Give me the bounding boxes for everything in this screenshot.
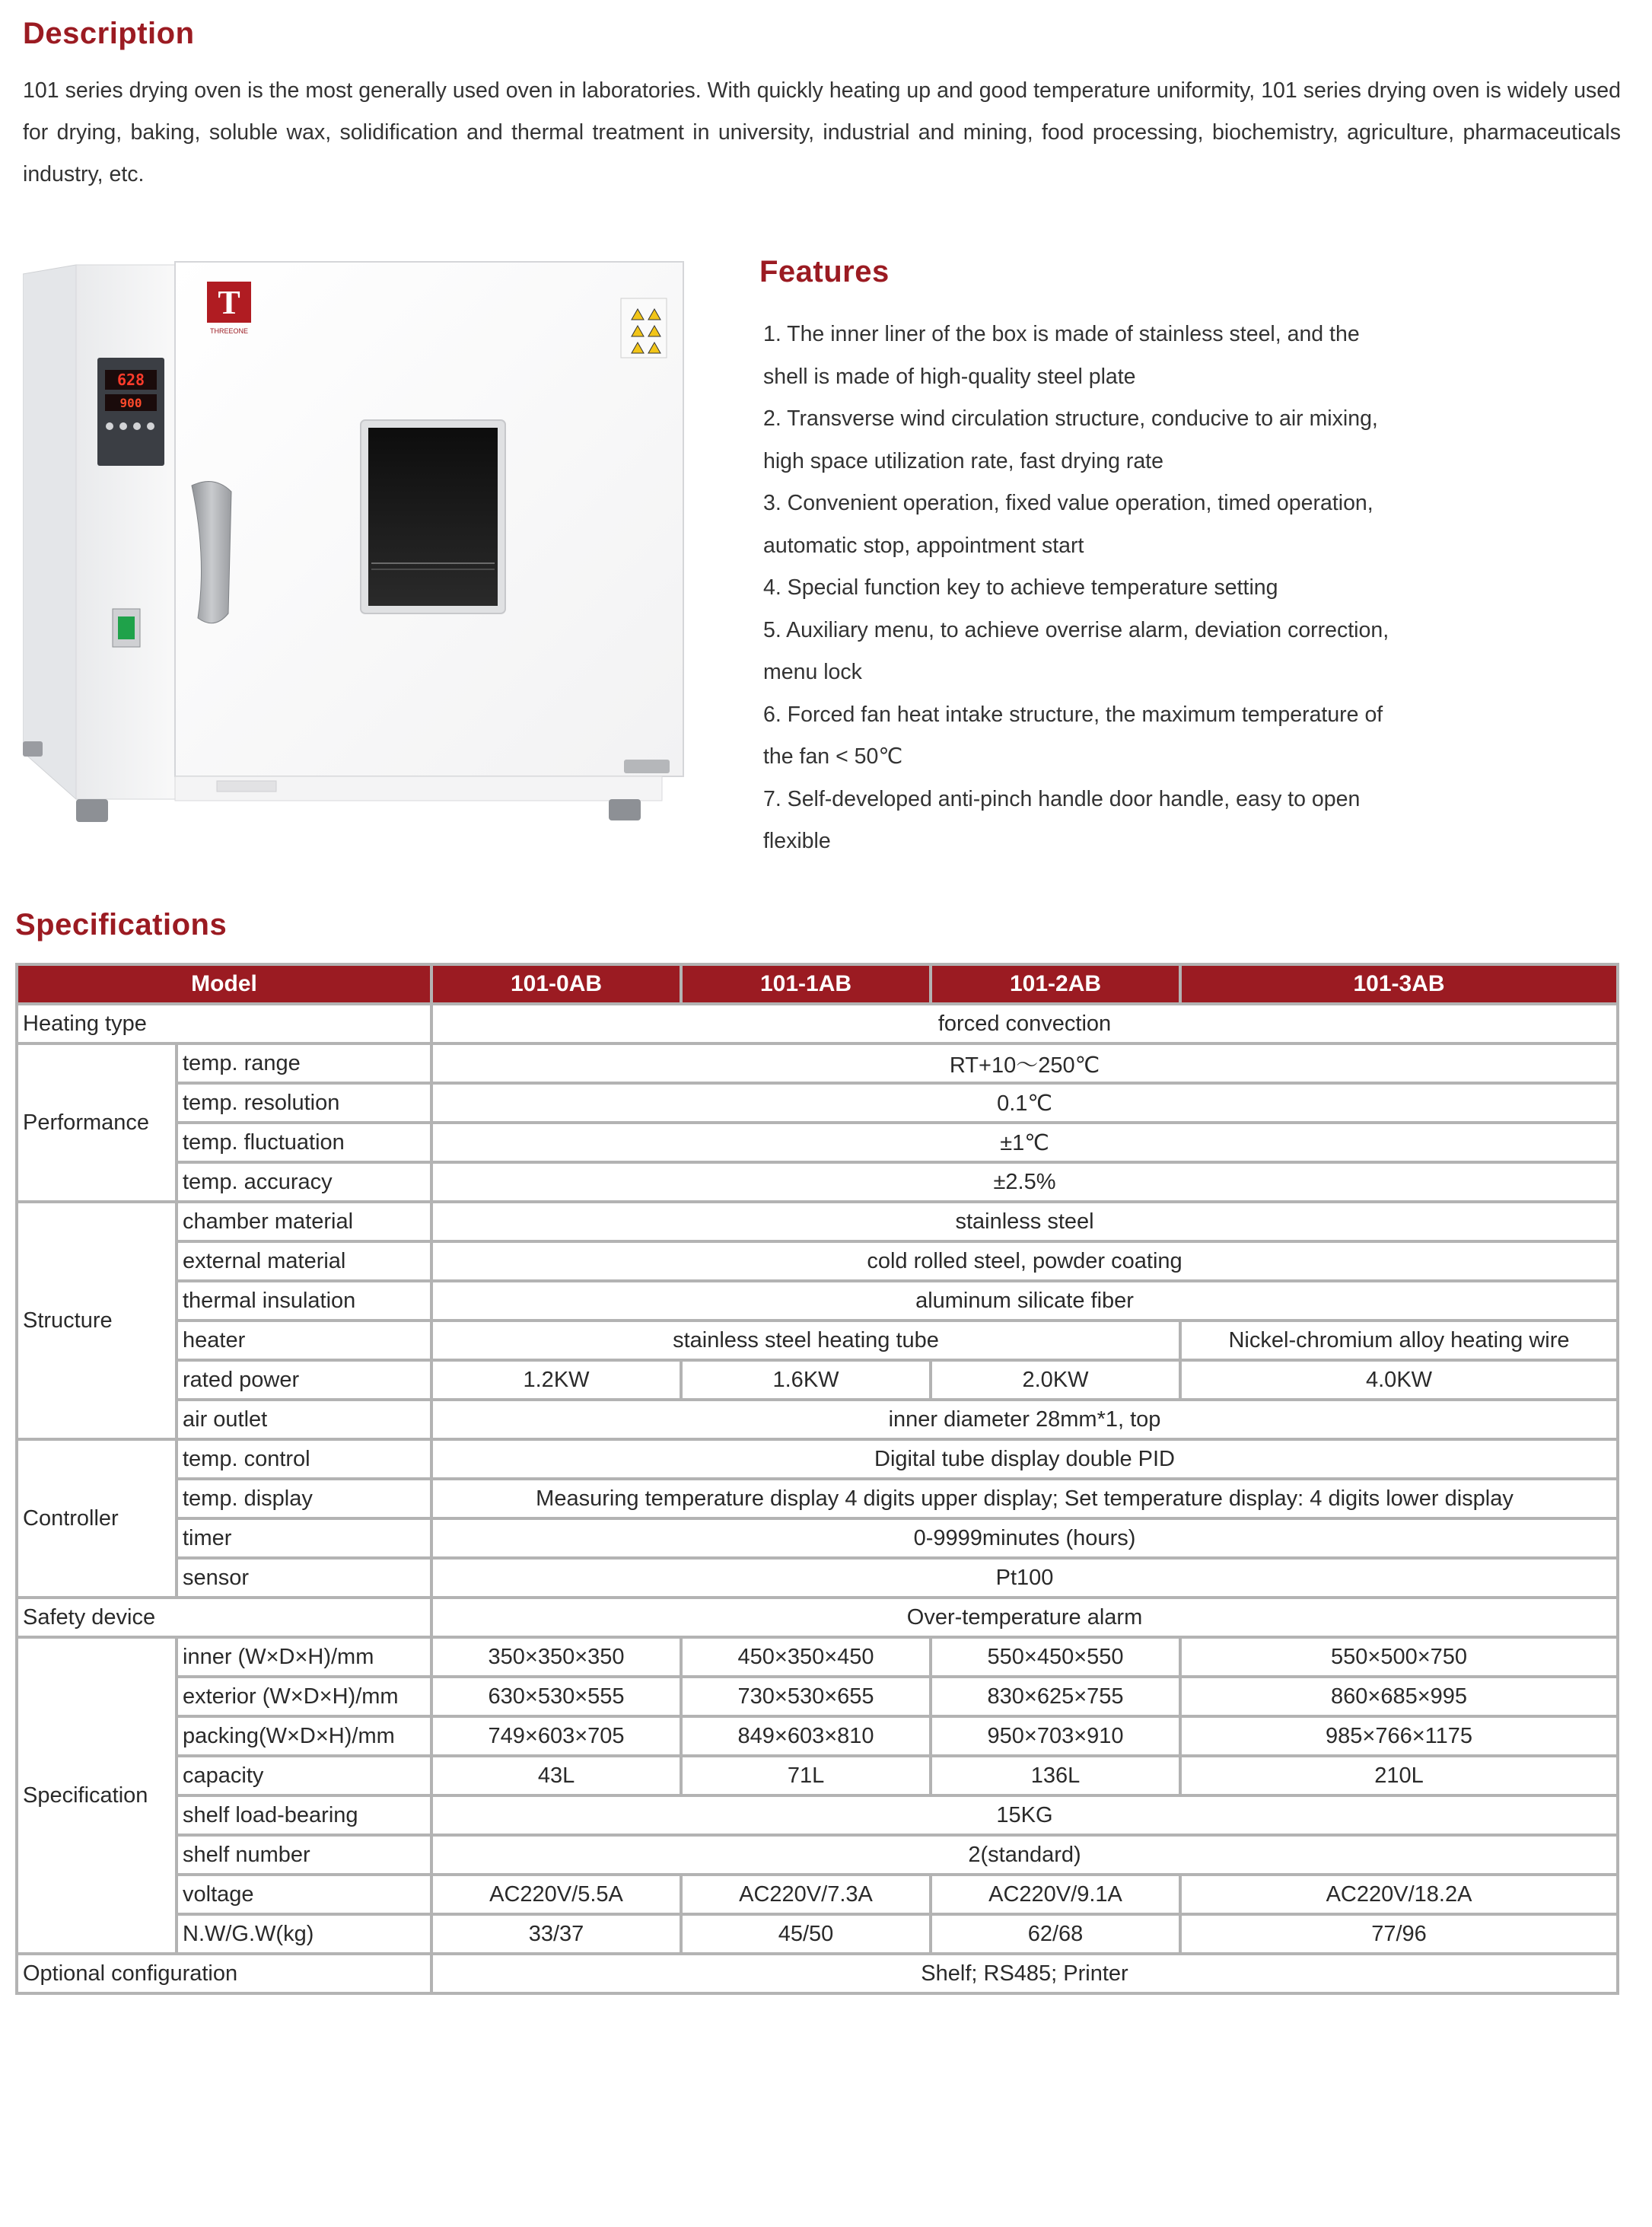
cell-value: 749×603×705	[431, 1716, 681, 1756]
row-label: rated power	[177, 1360, 431, 1400]
table-row	[17, 1677, 1618, 1716]
header-101-3ab: 101-3AB	[1180, 964, 1618, 1004]
table-row	[17, 1400, 1618, 1439]
feature-line: 3. Convenient operation, fixed value operation, timed operation,	[763, 491, 1373, 515]
row-label: Optional configuration	[17, 1954, 431, 1993]
row-label: temp. control	[177, 1439, 431, 1479]
header-model: Model	[17, 964, 431, 1004]
feature-line: 5. Auxiliary menu, to achieve overrise alarm, deviation correction,	[763, 617, 1389, 642]
cell-value: AC220V/7.3A	[681, 1875, 931, 1914]
cell-value: AC220V/5.5A	[431, 1875, 681, 1914]
cell-value: 210L	[1180, 1756, 1618, 1795]
feature-line: high space utilization rate, fast drying rate	[763, 448, 1163, 473]
table-row	[17, 1360, 1618, 1400]
cell-value: 550×450×550	[931, 1637, 1180, 1677]
table-row	[17, 1004, 1618, 1043]
row-value: cold rolled steel, powder coating	[431, 1241, 1618, 1281]
row-label: temp. fluctuation	[177, 1123, 431, 1162]
row-value: 0.1℃	[431, 1083, 1618, 1123]
table-row	[17, 1598, 1618, 1637]
cell-value: 950×703×910	[931, 1716, 1180, 1756]
table-row	[17, 1954, 1618, 1993]
feature-line: 1. The inner liner of the box is made of stainless steel, and the	[763, 322, 1360, 346]
row-value: RT+10～250℃	[431, 1043, 1618, 1083]
group-label: Controller	[17, 1439, 177, 1598]
cell-value: 2.0KW	[931, 1360, 1180, 1400]
logo-text: THREEONE	[209, 327, 249, 335]
row-label: exterior (W×D×H)/mm	[177, 1677, 431, 1716]
row-label: temp. range	[177, 1043, 431, 1083]
cell-value: 1.2KW	[431, 1360, 681, 1400]
row-label: chamber material	[177, 1202, 431, 1241]
table-row	[17, 1558, 1618, 1598]
features-title: Features	[759, 255, 890, 288]
cell-value: 550×500×750	[1180, 1637, 1618, 1677]
row-label: air outlet	[177, 1400, 431, 1439]
feature-line: 7. Self-developed anti-pinch handle door handle, easy to open	[763, 786, 1361, 811]
row-value: Shelf; RS485; Printer	[431, 1954, 1618, 1993]
drying-oven-image	[23, 257, 700, 836]
group-label: Performance	[17, 1043, 177, 1202]
row-label: temp. accuracy	[177, 1162, 431, 1202]
row-label: heater	[177, 1321, 431, 1360]
table-row	[17, 1756, 1618, 1795]
group-label: Specification	[17, 1637, 177, 1954]
row-label: shelf load-bearing	[177, 1795, 431, 1835]
group-label: Structure	[17, 1202, 177, 1439]
cell-value: AC220V/9.1A	[931, 1875, 1180, 1914]
description-text: 101 series drying oven is the most generally used oven in laboratories. With quickly heating up and good temperature uniformity, 101 series drying oven is widely used for drying, baking, soluble wax, solidification and thermal treatment in university, industrial and mining, food processing, biochemistry, agriculture, pharmaceuticals industry, etc.	[23, 78, 1621, 186]
cell-value: 730×530×655	[681, 1677, 931, 1716]
feature-line: shell is made of high-quality steel plate	[763, 364, 1136, 389]
row-value: aluminum silicate fiber	[431, 1281, 1618, 1321]
oven-display-lower: 900	[119, 396, 142, 410]
table-row	[17, 1162, 1618, 1202]
table-row	[17, 1795, 1618, 1835]
cell-value: 4.0KW	[1180, 1360, 1618, 1400]
table-row	[17, 1875, 1618, 1914]
table-row	[17, 1202, 1618, 1241]
row-label: shelf number	[177, 1835, 431, 1875]
features-list	[763, 314, 1479, 863]
table-row	[17, 1123, 1618, 1162]
row-value: ±1℃	[431, 1123, 1618, 1162]
feature-line: 4. Special function key to achieve temperature setting	[763, 575, 1278, 600]
feature-line: 6. Forced fan heat intake structure, the maximum temperature of	[763, 702, 1383, 727]
row-label: timer	[177, 1518, 431, 1558]
cell-value: 71L	[681, 1756, 931, 1795]
table-header-row	[17, 964, 1618, 1004]
table-row	[17, 1241, 1618, 1281]
cell-value: AC220V/18.2A	[1180, 1875, 1618, 1914]
oven-display-upper: 628	[116, 371, 145, 389]
row-value: ±2.5%	[431, 1162, 1618, 1202]
cell-value: 630×530×555	[431, 1677, 681, 1716]
row-value: 0-9999minutes (hours)	[431, 1518, 1618, 1558]
table-row	[17, 1518, 1618, 1558]
feature-line: the fan < 50℃	[763, 744, 903, 769]
row-value: 2(standard)	[431, 1835, 1618, 1875]
row-value: forced convection	[431, 1004, 1618, 1043]
row-label: temp. resolution	[177, 1083, 431, 1123]
row-value: Pt100	[431, 1558, 1618, 1598]
row-value: 15KG	[431, 1795, 1618, 1835]
table-row	[17, 1083, 1618, 1123]
header-101-2ab: 101-2AB	[931, 964, 1180, 1004]
row-label: thermal insulation	[177, 1281, 431, 1321]
row-value: Over-temperature alarm	[431, 1598, 1618, 1637]
table-row	[17, 1637, 1618, 1677]
cell-value: 350×350×350	[431, 1637, 681, 1677]
cell-value: 62/68	[931, 1914, 1180, 1954]
cell-value: 1.6KW	[681, 1360, 931, 1400]
cell-value: 830×625×755	[931, 1677, 1180, 1716]
row-value: Digital tube display double PID	[431, 1439, 1618, 1479]
cell-value: 77/96	[1180, 1914, 1618, 1954]
header-101-1ab: 101-1AB	[681, 964, 931, 1004]
table-row	[17, 1716, 1618, 1756]
table-row	[17, 1835, 1618, 1875]
logo-letter: T	[218, 284, 240, 321]
table-row	[17, 1281, 1618, 1321]
table-row	[17, 1321, 1618, 1360]
cell-value: 860×685×995	[1180, 1677, 1618, 1716]
row-value: inner diameter 28mm*1, top	[431, 1400, 1618, 1439]
description-title: Description	[23, 17, 195, 50]
row-value: stainless steel	[431, 1202, 1618, 1241]
row-label: capacity	[177, 1756, 431, 1795]
row-label: external material	[177, 1241, 431, 1281]
cell-value: 43L	[431, 1756, 681, 1795]
feature-line: menu lock	[763, 660, 862, 684]
row-label: inner (W×D×H)/mm	[177, 1637, 431, 1677]
row-label: Heating type	[17, 1004, 431, 1043]
row-label: Safety device	[17, 1598, 431, 1637]
cell-value: 985×766×1175	[1180, 1716, 1618, 1756]
row-value: stainless steel heating tube	[431, 1321, 1180, 1360]
table-row	[17, 1479, 1618, 1518]
table-row	[17, 1043, 1618, 1083]
cell-value: 450×350×450	[681, 1637, 931, 1677]
cell-value: 849×603×810	[681, 1716, 931, 1756]
cell-value: 33/37	[431, 1914, 681, 1954]
feature-line: flexible	[763, 829, 831, 853]
header-101-0ab: 101-0AB	[431, 964, 681, 1004]
row-label: packing(W×D×H)/mm	[177, 1716, 431, 1756]
specifications-table	[15, 963, 1619, 1995]
cell-value: 45/50	[681, 1914, 931, 1954]
row-label: voltage	[177, 1875, 431, 1914]
feature-line: automatic stop, appointment start	[763, 533, 1084, 558]
specifications-title: Specifications	[15, 908, 228, 941]
row-value: Measuring temperature display 4 digits upper display; Set temperature display: 4 digits lower display	[431, 1479, 1618, 1518]
table-row	[17, 1914, 1618, 1954]
table-row	[17, 1439, 1618, 1479]
cell-value: 136L	[931, 1756, 1180, 1795]
row-label: temp. display	[177, 1479, 431, 1518]
row-label: N.W/G.W(kg)	[177, 1914, 431, 1954]
row-value: Nickel-chromium alloy heating wire	[1180, 1321, 1618, 1360]
row-label: sensor	[177, 1558, 431, 1598]
feature-line: 2. Transverse wind circulation structure, conducive to air mixing,	[763, 406, 1378, 431]
